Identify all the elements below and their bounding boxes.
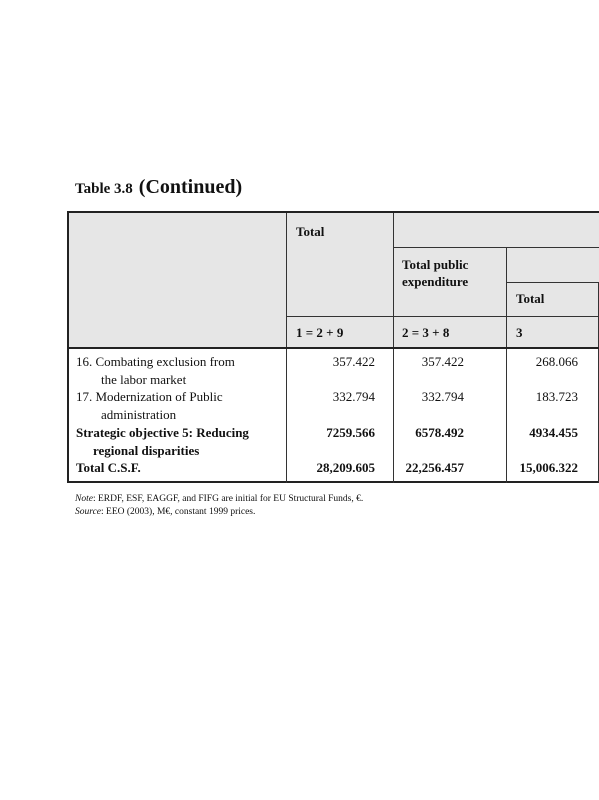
formula-col-1: 1 = 2 + 9 bbox=[296, 325, 344, 340]
header-total: Total bbox=[296, 224, 325, 239]
note-text: : ERDF, ESF, EAGGF, and FIFG are initial for EU Structural Funds, €. bbox=[92, 494, 364, 504]
source-text: : EEO (2003), M€, constant 1999 prices. bbox=[101, 507, 256, 517]
table-caption bbox=[75, 176, 242, 199]
note-line bbox=[75, 493, 363, 506]
table-number: Table 3.8 bbox=[75, 181, 133, 197]
row-label: Strategic objective 5: Reducing bbox=[76, 425, 249, 440]
row-value-total: 7259.566 bbox=[326, 425, 375, 440]
header-bottom-rule bbox=[69, 347, 599, 349]
row-divider bbox=[393, 247, 599, 248]
row-value-public: 6578.492 bbox=[415, 425, 464, 440]
row-value-sub-total: 15,006.322 bbox=[519, 460, 578, 475]
row-value-sub-total: 4934.455 bbox=[529, 425, 578, 440]
row-divider bbox=[506, 282, 599, 283]
row-value-total: 357.422 bbox=[332, 354, 375, 369]
source-line bbox=[75, 506, 363, 519]
data-table bbox=[67, 211, 599, 483]
table-continued-label: (Continued) bbox=[138, 176, 243, 198]
row-label-continued: the labor market bbox=[101, 372, 187, 387]
row-label-continued: administration bbox=[101, 407, 177, 422]
source-label: Source bbox=[75, 507, 102, 517]
row-value-total: 332.794 bbox=[332, 389, 375, 404]
row-label: Total C.S.F. bbox=[76, 460, 141, 475]
note-label: Note bbox=[75, 494, 93, 504]
row-value-public: 357.422 bbox=[421, 354, 464, 369]
row-value-sub-total: 268.066 bbox=[535, 354, 578, 369]
row-divider bbox=[286, 316, 599, 317]
row-value-public: 332.794 bbox=[421, 389, 464, 404]
row-value-public: 22,256.457 bbox=[405, 460, 464, 475]
row-value-sub-total: 183.723 bbox=[535, 389, 578, 404]
header-total-public-expenditure: Total public expenditure bbox=[402, 257, 469, 289]
header-total-sub: Total bbox=[516, 291, 545, 306]
formula-col-3: 3 bbox=[516, 325, 523, 340]
row-label: 16. Combating exclusion from bbox=[76, 354, 235, 369]
row-value-total: 28,209.605 bbox=[316, 460, 375, 475]
row-label: 17. Modernization of Public bbox=[76, 389, 223, 404]
formula-col-2: 2 = 3 + 8 bbox=[402, 325, 450, 340]
row-label-continued: regional disparities bbox=[93, 443, 200, 458]
table-notes bbox=[75, 493, 363, 519]
